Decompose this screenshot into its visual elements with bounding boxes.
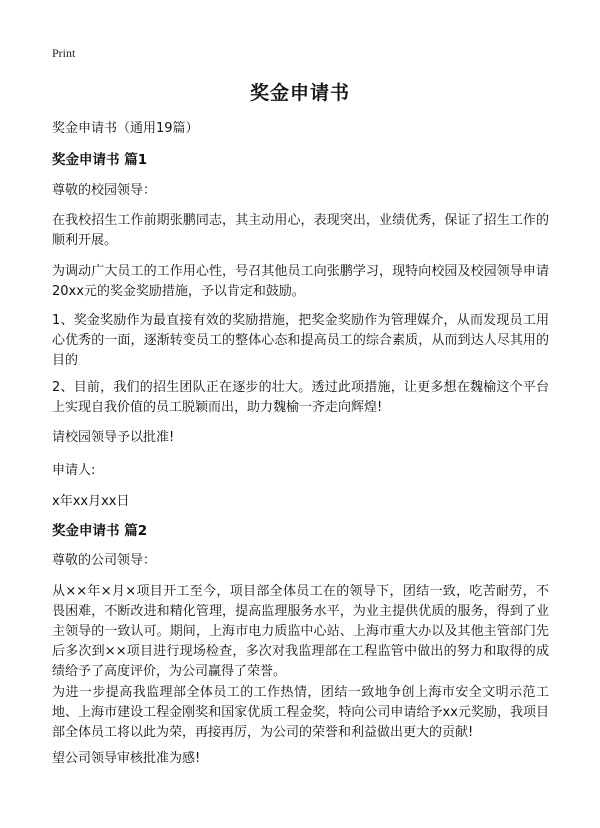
section-1-paragraph-1: 在我校招生工作前期张鹏同志，其主动用心，表现突出，业绩优秀，保证了招生工作的顺利开展。: [52, 213, 549, 248]
print-link[interactable]: Print: [52, 46, 76, 60]
section-2-heading: 奖金申请书 篇2: [52, 523, 148, 539]
section-1-salutation: 尊敬的校园领导：: [52, 183, 157, 198]
section-1-heading: 奖金申请书 篇1: [52, 152, 148, 168]
section-1-request-line: 请校园领导予以批准!: [52, 430, 175, 445]
section-1-paragraph-2: 为调动广大员工的工作用心性，号召其他员工向张鹏学习，现特向校园及校园领导申请20xx元的奖金奖励措施，予以肯定和鼓励。: [52, 264, 549, 299]
section-2-paragraph-2: 为进一步提高我监理部全体员工的工作热情，团结一致地争创上海市安全文明示范工地、上海市建设工程金刚奖和国家优质工程金奖，特向公司申请给予xx元奖励，我项目部全体员工将以此为荣，再接再厉，为公司的荣誉和利益做出更大的贡献!: [52, 685, 549, 740]
section-1-date-line: x年xx月xx日: [52, 494, 130, 509]
section-1-paragraph-4: 2、目前，我们的招生团队正在逐步的壮大。透过此项措施，让更多想在魏榆这个平台上实现自我价值的员工脱颖而出，助力魏榆一齐走向辉煌!: [52, 380, 549, 415]
page-title: 奖金申请书: [249, 82, 350, 104]
section-2-closing-line: 望公司领导审核批准为感!: [52, 751, 201, 766]
section-2-salutation: 尊敬的公司领导：: [52, 553, 157, 568]
document-subtitle: 奖金申请书（通用19篇）: [52, 121, 199, 136]
section-1-applicant-label: 申请人:: [52, 463, 96, 478]
section-2-paragraph-1: 从××年×月×项目开工至今，项目部全体员工在的领导下，团结一致，吃苦耐劳，不畏困难，不断改进和精化管理，提高监理服务水平，为业主提供优质的服务，得到了业主领导的一致认可。期间，上海市电力质监中心站、上海市重大办以及其他主管部门先后多次到××项目进行现场检查，多次对我监理部在工程监管中做出的努力和取得的成绩给予了高度评价，为公司赢得了荣誉。: [52, 584, 549, 679]
section-1-paragraph-3: 1、奖金奖励作为最直接有效的奖励措施，把奖金奖励作为管理媒介，从而发现员工用心优秀的一面，逐渐转变员工的整体心态和提高员工的综合素质，从而到达人尽其用的目的: [52, 313, 549, 368]
